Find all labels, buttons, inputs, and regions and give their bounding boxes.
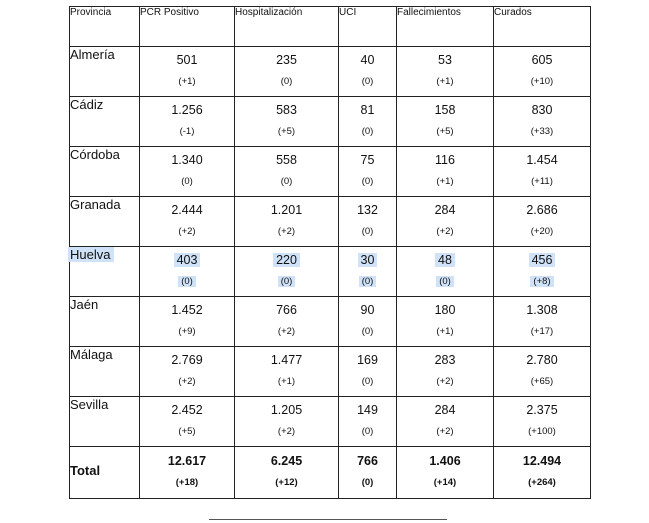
header-row [70,7,591,47]
uci-cell [339,97,397,147]
total-label: Total [70,447,140,499]
value: 1.454 [526,153,558,167]
fall-cell [397,197,494,247]
delta: (+1) [436,176,454,187]
table-row [70,197,591,247]
value: 1.452 [171,303,203,317]
value: 81 [360,103,375,117]
delta: (+2) [178,376,196,387]
covid-table [69,6,591,499]
delta: (+2) [436,376,454,387]
cur-cell [494,197,591,247]
value: 169 [357,353,378,367]
value: 284 [434,203,456,217]
delta: (0) [436,276,454,287]
delta: (0) [280,176,293,187]
header-provincia: Provincia [70,7,140,47]
value: 501 [176,53,198,67]
delta: (0) [359,276,377,287]
province-cell: Sevilla [70,397,140,447]
uci-cell [339,397,397,447]
uci-cell [339,197,397,247]
fall-cell [397,47,494,97]
delta: (+2) [277,226,296,237]
delta: (+17) [530,326,554,337]
cur-cell [494,97,591,147]
table-row [70,97,591,147]
table-row [70,47,591,97]
delta: (+1) [436,76,454,87]
header-pcr: PCR Positivo [140,7,235,47]
value: 558 [276,153,297,167]
value: 132 [357,203,378,217]
table-row [70,297,591,347]
table-row [70,397,591,447]
cur-cell [494,47,591,97]
delta: (+5) [178,426,196,437]
delta: (+11) [531,176,553,187]
delta: (0) [361,176,374,187]
value: 2.375 [526,403,558,417]
delta: (+18) [175,477,199,488]
delta: (+33) [530,126,554,137]
value: 766 [276,303,297,317]
pcr-cell [140,147,235,197]
province-cell: Málaga [70,347,140,397]
delta: (+20) [530,226,554,237]
delta: (+8) [530,276,553,287]
delta: (0) [278,276,296,287]
uci-cell [339,447,397,499]
value: 403 [174,253,201,267]
delta: (0) [361,477,374,488]
delta: (0) [361,226,374,237]
header-curados: Curados [494,7,591,47]
uci-cell [339,297,397,347]
value: 583 [276,103,297,117]
hosp-cell [235,347,339,397]
hosp-cell [235,147,339,197]
value: 116 [435,153,455,167]
province-cell [70,247,140,297]
value: 2.769 [171,353,203,367]
value: 1.308 [526,303,558,317]
delta: (+2) [436,426,454,437]
province-cell: Jaén [70,297,140,347]
hosp-cell [235,47,339,97]
delta: (-1) [179,126,195,137]
pcr-cell [140,347,235,397]
hosp-cell [235,97,339,147]
table-row-highlighted [70,247,591,297]
fall-cell [397,97,494,147]
pcr-cell [140,97,235,147]
delta: (0) [361,126,374,137]
value: 6.245 [270,454,303,468]
delta: (+5) [277,126,296,137]
delta: (+2) [277,426,296,437]
delta: (+9) [178,326,196,337]
delta: (+2) [277,326,296,337]
value: 283 [434,353,456,367]
table-row [70,147,591,197]
delta: (+1) [436,326,454,337]
delta: (+2) [178,226,196,237]
delta: (0) [361,376,374,387]
value: 180 [434,303,456,317]
pcr-cell [140,297,235,347]
fall-cell [397,297,494,347]
delta: (+264) [528,477,556,488]
value: 220 [273,253,300,267]
province-cell: Cádiz [70,97,140,147]
hosp-cell [235,297,339,347]
header-uci: UCI [339,7,397,47]
delta: (0) [361,326,374,337]
delta: (+2) [436,226,454,237]
delta: (0) [178,276,196,287]
uci-cell [339,147,397,197]
province-cell: Almería [70,47,140,97]
cur-cell [494,347,591,397]
delta: (0) [361,426,374,437]
pcr-cell [140,247,235,297]
uci-cell [339,247,397,297]
fall-cell [397,347,494,397]
hosp-cell [235,197,339,247]
value: 75 [360,153,375,167]
province-cell: Granada [70,197,140,247]
delta: (+100) [528,426,556,437]
delta: (+5) [436,126,454,137]
value: 149 [357,403,378,417]
value: 48 [435,253,455,267]
hosp-cell [235,447,339,499]
province-cell: Córdoba [70,147,140,197]
uci-cell [339,47,397,97]
pcr-cell [140,47,235,97]
pcr-cell [140,397,235,447]
cur-cell [494,297,591,347]
delta: (+1) [178,76,196,87]
value: 1.205 [270,403,303,417]
value: 1.477 [270,353,303,367]
delta: (0) [361,76,374,87]
value: 1.340 [171,153,203,167]
value: 235 [276,53,297,67]
value: 53 [438,53,452,67]
table-row [70,347,591,397]
value: 30 [358,253,378,267]
province-label: Huelva [68,247,114,262]
delta: (+65) [530,376,554,387]
value: 2.444 [171,203,203,217]
delta: (0) [181,176,193,187]
cur-cell [494,447,591,499]
pcr-cell [140,447,235,499]
value: 766 [357,454,378,468]
total-row [70,447,591,499]
value: 158 [434,103,456,117]
fall-cell [397,447,494,499]
delta: (0) [280,76,293,87]
value: 456 [529,253,556,267]
footer-divider [209,519,447,520]
header-hospitalizacion: Hospitalización [235,7,339,47]
value: 2.452 [171,403,203,417]
value: 1.406 [429,454,461,468]
cur-cell [494,397,591,447]
hosp-cell [235,247,339,297]
value: 40 [360,53,375,67]
uci-cell [339,347,397,397]
delta: (+14) [433,477,457,488]
value: 90 [360,303,375,317]
value: 830 [531,103,553,117]
value: 284 [434,403,456,417]
fall-cell [397,397,494,447]
value: 1.256 [171,103,203,117]
value: 1.201 [270,203,303,217]
header-fallecimientos: Fallecimientos [397,7,494,47]
delta: (+12) [275,477,298,488]
hosp-cell [235,397,339,447]
delta: (+10) [530,76,554,87]
cur-cell [494,247,591,297]
value: 12.494 [522,454,562,468]
cur-cell [494,147,591,197]
value: 2.780 [526,353,558,367]
fall-cell [397,247,494,297]
fall-cell [397,147,494,197]
pcr-cell [140,197,235,247]
value: 12.617 [167,454,207,468]
value: 2.686 [526,203,558,217]
value: 605 [531,53,553,67]
delta: (+1) [277,376,296,387]
